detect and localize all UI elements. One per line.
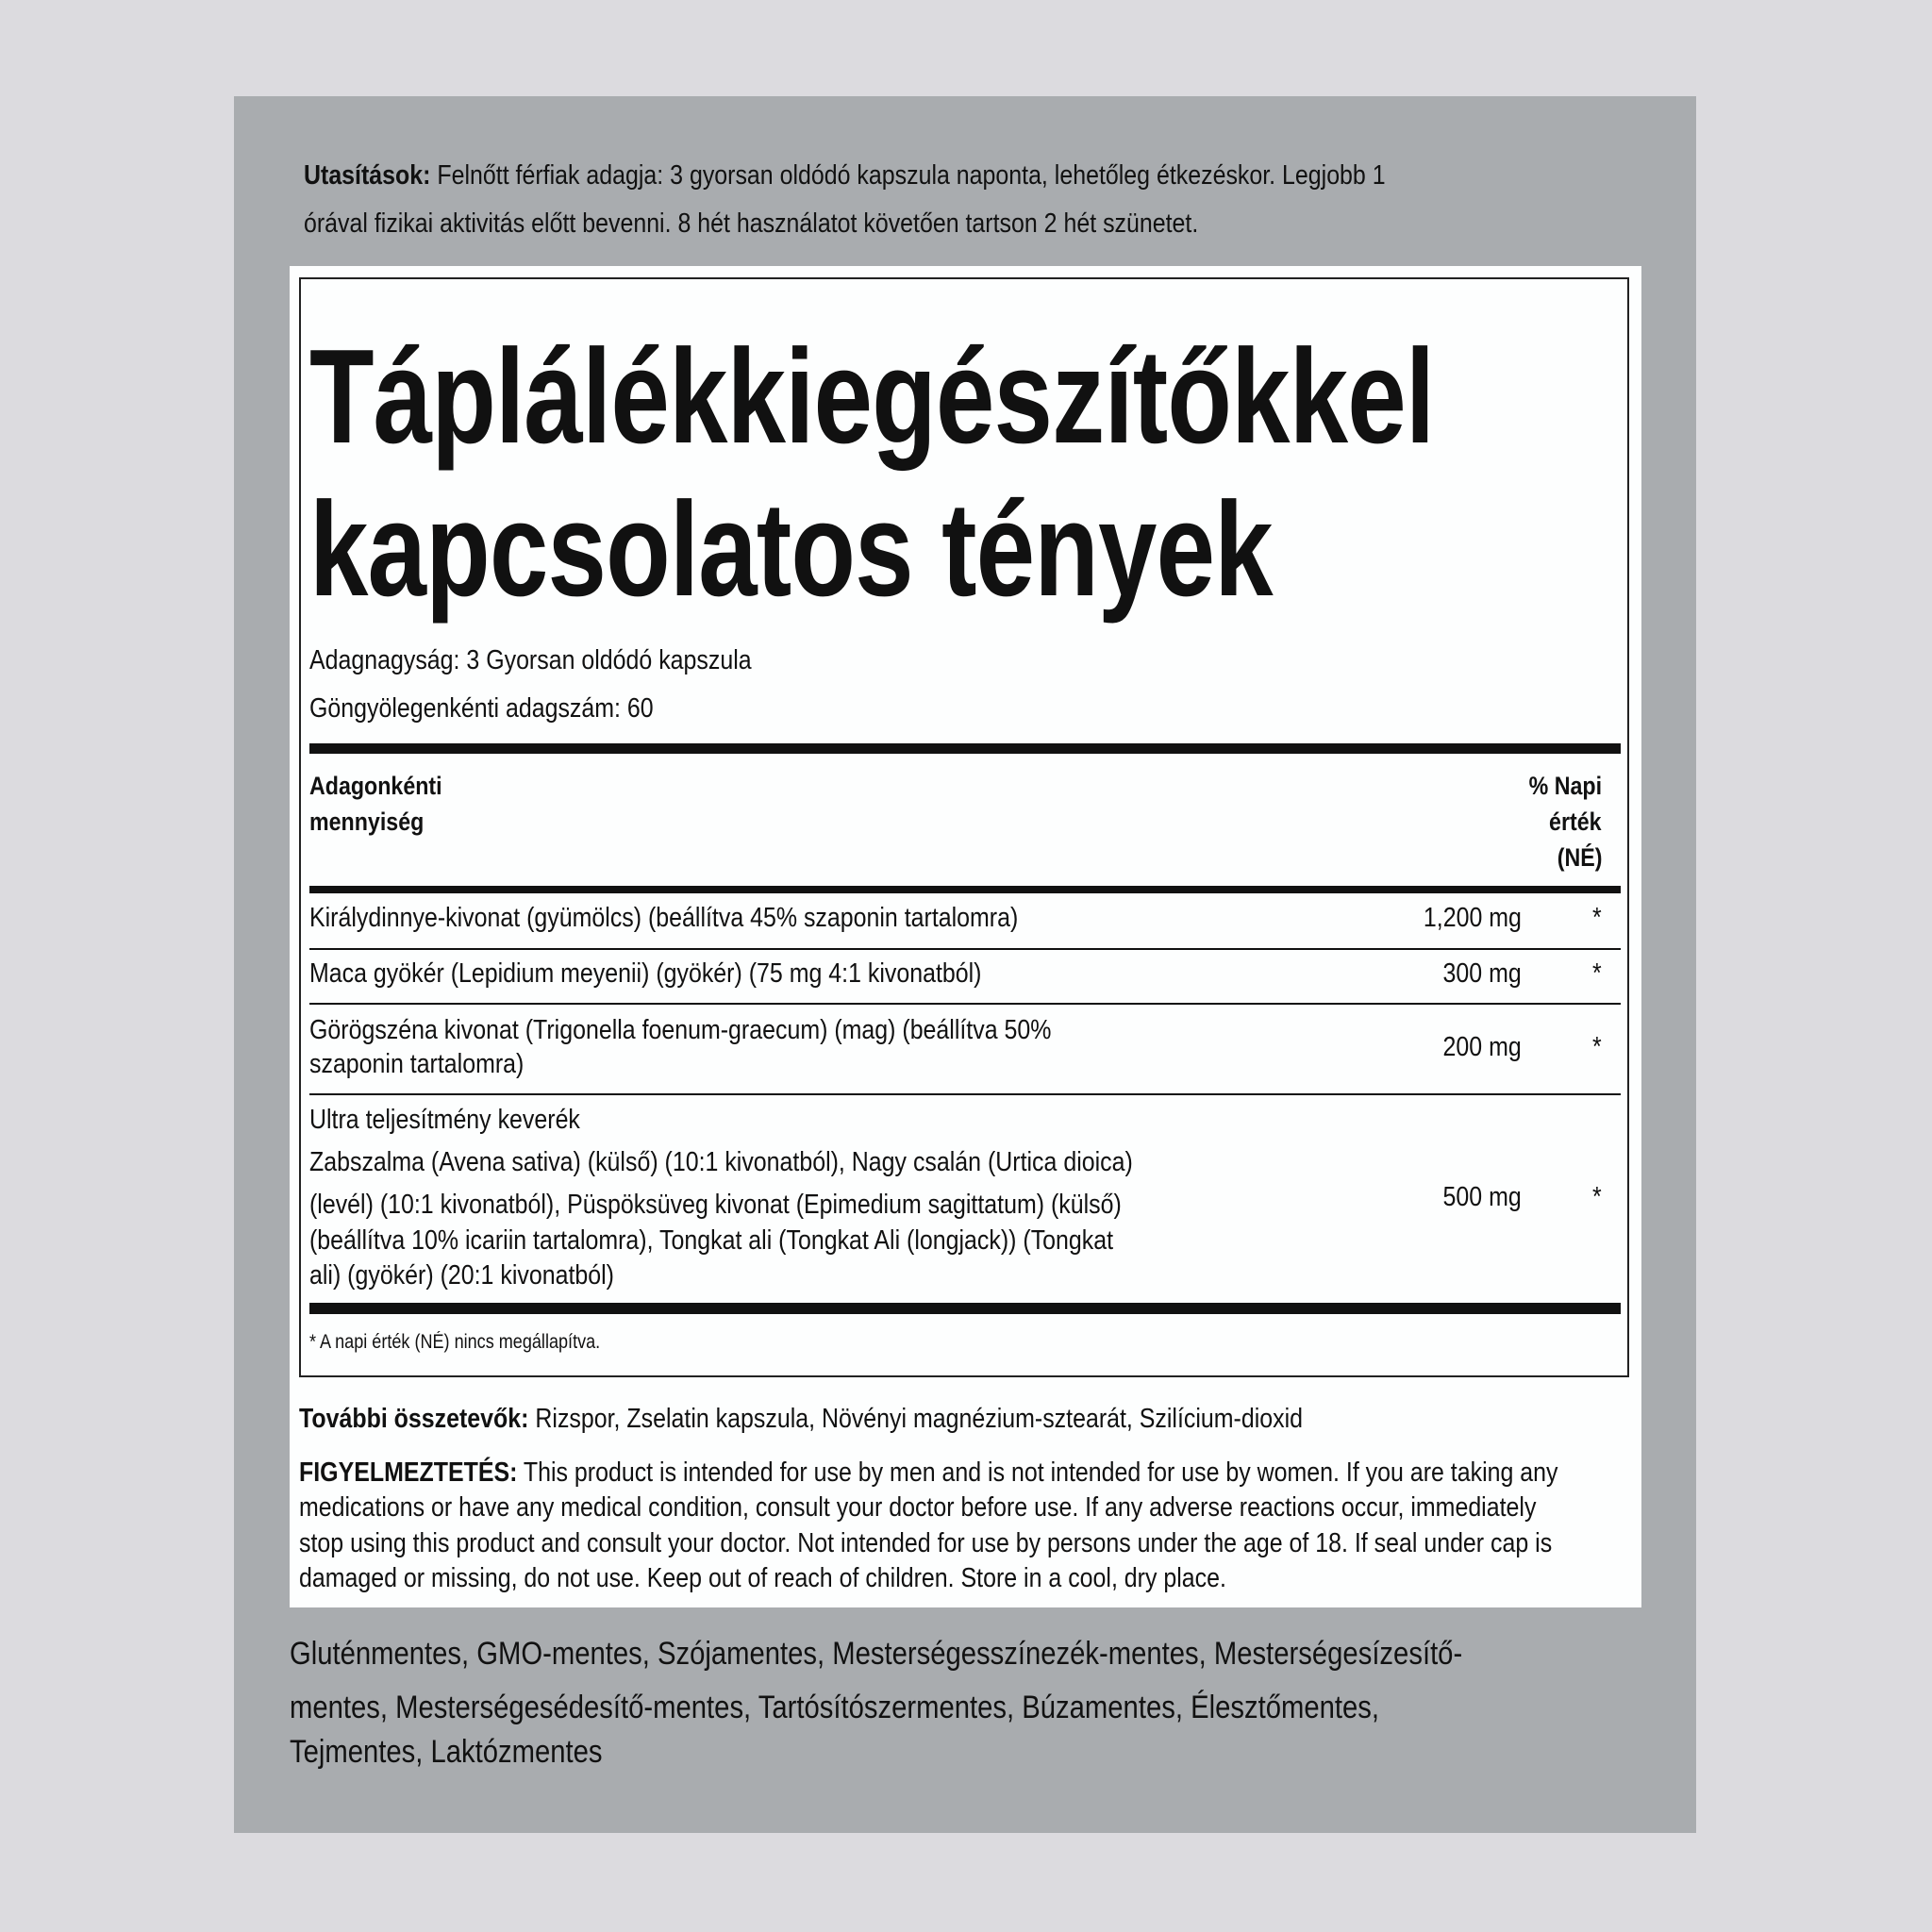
ingredient-amount: 200 mg	[1442, 1032, 1522, 1062]
free-from-line-2: mentes, Mesterségesédesítő-mentes, Tartósítószermentes, Búzamentes, Élesztőmentes,	[290, 1690, 1379, 1725]
warning-line-4: damaged or missing, do not use. Keep out of reach of children. Store in a cool, dry place.	[299, 1563, 1226, 1593]
other-ingredients-label: További összetevők:	[299, 1404, 529, 1434]
blend-ingredients-line-1: Zabszalma (Avena sativa) (külső) (10:1 kivonatból), Nagy csalán (Urtica dioica)	[309, 1147, 1133, 1177]
servings-per-container: Göngyölegenkénti adagszám: 60	[309, 693, 654, 724]
ingredient-dv: *	[1592, 903, 1602, 933]
warning-line-3: stop using this product and consult your doctor. Not intended for use by persons under the age of 18. If seal under cap is	[299, 1528, 1553, 1558]
ingredient-name-line-2: szaponin tartalomra)	[309, 1049, 525, 1079]
warning-line-2: medications or have any medical condition, consult your doctor before use. If any adverse reactions occur, immediately	[299, 1492, 1537, 1523]
warning-text: This product is intended for use by men and is not intended for use by women. If you are taking any	[523, 1457, 1558, 1488]
serving-size: Adagnagyság: 3 Gyorsan oldódó kapszula	[309, 645, 752, 675]
header-dv-line-2: érték	[1549, 808, 1602, 836]
ingredient-amount: 1,200 mg	[1424, 903, 1522, 933]
other-ingredients	[299, 1406, 1303, 1433]
blend-ingredients-line-2: (levél) (10:1 kivonatból), Püspöksüveg kivonat (Epimedium sagittatum) (külső)	[309, 1190, 1122, 1220]
divider-medium	[309, 886, 1621, 893]
warning-label: FIGYELMEZTETÉS:	[299, 1457, 518, 1488]
instructions-line-1	[304, 162, 1386, 190]
instructions-line-2: órával fizikai aktivitás előtt bevenni. 8 hét használatot követően tartson 2 hét szünetet.	[304, 208, 1199, 239]
divider-thick	[309, 743, 1621, 754]
facts-title-line-1: Táplálékkiegészítőkkel	[309, 322, 1435, 472]
header-amount-line-2: mennyiség	[309, 808, 425, 836]
ingredient-dv: *	[1592, 1032, 1602, 1062]
instructions-text: Felnőtt férfiak adagja: 3 gyorsan oldódó kapszula naponta, lehetőleg étkezéskor. Legjobb 1	[437, 160, 1386, 191]
ingredient-dv: *	[1592, 1182, 1602, 1212]
row-divider	[309, 1093, 1621, 1095]
facts-title-line-2: kapcsolatos tények	[309, 475, 1273, 625]
ingredient-amount: 300 mg	[1442, 958, 1522, 989]
warning-line-1	[299, 1459, 1557, 1487]
row-divider	[309, 1003, 1621, 1005]
divider-thick-bottom	[309, 1303, 1621, 1314]
ingredient-name-line-1: Görögszéna kivonat (Trigonella foenum-graecum) (mag) (beállítva 50%	[309, 1015, 1052, 1045]
ingredient-name: Maca gyökér (Lepidium meyenii) (gyökér) (75 mg 4:1 kivonatból)	[309, 958, 982, 989]
ingredient-amount: 500 mg	[1442, 1182, 1522, 1212]
footnote: * A napi érték (NÉ) nincs megállapítva.	[309, 1331, 601, 1353]
row-divider	[309, 948, 1621, 950]
free-from-line-3: Tejmentes, Laktózmentes	[290, 1734, 603, 1770]
header-dv-line-1: % Napi	[1528, 772, 1602, 800]
blend-ingredients-line-4: ali) (gyökér) (20:1 kivonatból)	[309, 1260, 614, 1291]
ingredient-name: Királydinnye-kivonat (gyümölcs) (beállítva 45% szaponin tartalomra)	[309, 903, 1019, 933]
free-from-line-1: Gluténmentes, GMO-mentes, Szójamentes, Mesterségesszínezék-mentes, Mesterségesízesítő-	[290, 1636, 1463, 1672]
blend-ingredients-line-3: (beállítva 10% icariin tartalomra), Tongkat ali (Tongkat Ali (longjack)) (Tongkat	[309, 1225, 1114, 1256]
ingredient-dv: *	[1592, 958, 1602, 989]
blend-name: Ultra teljesítmény keverék	[309, 1105, 580, 1135]
other-ingredients-text: Rizspor, Zselatin kapszula, Növényi magnézium-sztearát, Szilícium-dioxid	[535, 1404, 1304, 1434]
header-dv-line-3: (NÉ)	[1557, 843, 1602, 872]
header-amount-line-1: Adagonkénti	[309, 772, 442, 800]
instructions-label: Utasítások:	[304, 160, 431, 191]
